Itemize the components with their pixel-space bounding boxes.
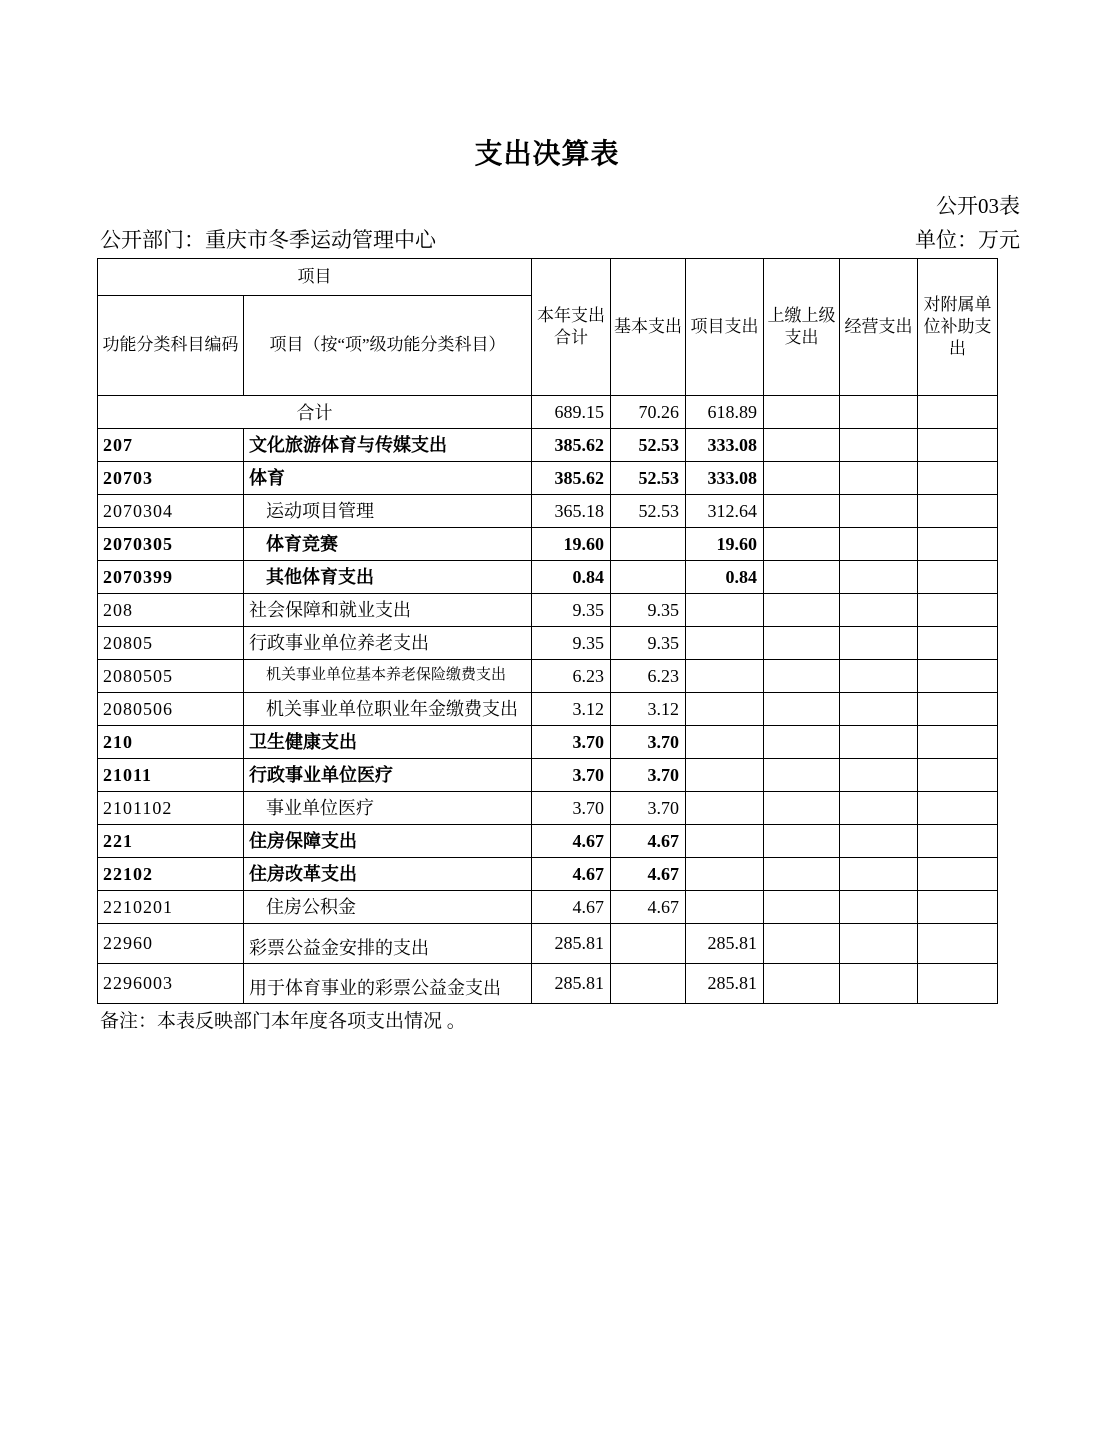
row-code: 2070305 — [98, 528, 244, 561]
row-code: 207 — [98, 429, 244, 462]
row-code: 210 — [98, 726, 244, 759]
row-code: 208 — [98, 594, 244, 627]
table-row — [98, 759, 998, 792]
cell-operating-expenditure — [840, 891, 918, 924]
cell-subsidy-expenditure — [918, 627, 998, 660]
table-header — [98, 259, 998, 396]
cell-project-expenditure: 0.84 — [686, 561, 764, 594]
cell-upper-level-expenditure — [764, 726, 840, 759]
cell-operating-expenditure — [840, 429, 918, 462]
table-row — [98, 561, 998, 594]
cell-total-this-year: 0.84 — [532, 561, 611, 594]
table-row — [98, 660, 998, 693]
cell-upper-level-expenditure — [764, 594, 840, 627]
cell-subsidy-expenditure — [918, 693, 998, 726]
cell-upper-level-expenditure — [764, 891, 840, 924]
cell-project-expenditure — [686, 627, 764, 660]
header-row-group — [98, 259, 998, 296]
row-name: 机关事业单位职业年金缴费支出 — [244, 693, 532, 726]
cell-operating-expenditure — [840, 627, 918, 660]
row-name: 卫生健康支出 — [244, 726, 532, 759]
cell-subsidy-expenditure — [918, 594, 998, 627]
row-name: 体育竞赛 — [244, 528, 532, 561]
cell-subsidy-expenditure — [918, 792, 998, 825]
cell-basic-expenditure: 4.67 — [611, 858, 686, 891]
cell-total-this-year: 3.70 — [532, 726, 611, 759]
table-row — [98, 528, 998, 561]
table-row — [98, 594, 998, 627]
cell-project-expenditure: 333.08 — [686, 462, 764, 495]
cell-project-expenditure — [686, 792, 764, 825]
cell-basic-expenditure: 3.70 — [611, 759, 686, 792]
cell-subsidy-expenditure — [918, 964, 998, 1004]
cell-basic-expenditure: 52.53 — [611, 462, 686, 495]
cell-upper-level-expenditure — [764, 429, 840, 462]
cell-total-this-year: 4.67 — [532, 891, 611, 924]
header-project-group: 项目 — [98, 259, 532, 296]
unit-label: 单位：万元 — [915, 228, 1020, 252]
row-code: 2070399 — [98, 561, 244, 594]
row-code: 2210201 — [98, 891, 244, 924]
row-name: 住房改革支出 — [244, 858, 532, 891]
table-row — [98, 964, 998, 1004]
cell-upper-level-expenditure — [764, 759, 840, 792]
cell-operating-expenditure — [840, 825, 918, 858]
row-code: 2070304 — [98, 495, 244, 528]
cell-upper-level-expenditure — [764, 627, 840, 660]
cell-total-this-year: 365.18 — [532, 495, 611, 528]
cell-project-expenditure — [686, 858, 764, 891]
cell-total-this-year: 19.60 — [532, 528, 611, 561]
cell-operating-expenditure — [840, 396, 918, 429]
cell-basic-expenditure: 4.67 — [611, 825, 686, 858]
cell-project-expenditure — [686, 726, 764, 759]
row-name: 合计 — [98, 396, 532, 429]
cell-subsidy-expenditure — [918, 759, 998, 792]
cell-project-expenditure — [686, 660, 764, 693]
cell-project-expenditure: 312.64 — [686, 495, 764, 528]
cell-subsidy-expenditure — [918, 858, 998, 891]
table-row — [98, 693, 998, 726]
cell-basic-expenditure — [611, 964, 686, 1004]
header-operating-expenditure: 经营支出 — [840, 259, 918, 396]
table-row — [98, 726, 998, 759]
row-code: 22102 — [98, 858, 244, 891]
row-name: 彩票公益金安排的支出 — [244, 924, 532, 964]
cell-basic-expenditure — [611, 924, 686, 964]
cell-total-this-year: 285.81 — [532, 924, 611, 964]
cell-total-this-year: 3.70 — [532, 792, 611, 825]
row-code: 21011 — [98, 759, 244, 792]
row-code: 2080505 — [98, 660, 244, 693]
row-name: 机关事业单位基本养老保险缴费支出 — [244, 660, 532, 693]
row-name: 行政事业单位养老支出 — [244, 627, 532, 660]
row-name: 住房公积金 — [244, 891, 532, 924]
cell-subsidy-expenditure — [918, 660, 998, 693]
cell-operating-expenditure — [840, 759, 918, 792]
cell-basic-expenditure: 70.26 — [611, 396, 686, 429]
cell-operating-expenditure — [840, 964, 918, 1004]
cell-subsidy-expenditure — [918, 561, 998, 594]
cell-upper-level-expenditure — [764, 561, 840, 594]
cell-upper-level-expenditure — [764, 858, 840, 891]
cell-total-this-year: 6.23 — [532, 660, 611, 693]
cell-upper-level-expenditure — [764, 528, 840, 561]
row-name: 运动项目管理 — [244, 495, 532, 528]
cell-upper-level-expenditure — [764, 825, 840, 858]
header-subsidy-expenditure: 对附属单位补助支出 — [918, 259, 998, 396]
department-label: 公开部门：重庆市冬季运动管理中心 — [100, 228, 436, 252]
row-code: 2080506 — [98, 693, 244, 726]
cell-basic-expenditure — [611, 528, 686, 561]
note-label: 备注：本表反映部门本年度各项支出情况 。 — [100, 1011, 466, 1032]
cell-project-expenditure — [686, 594, 764, 627]
cell-project-expenditure — [686, 693, 764, 726]
page-title: 支出决算表 — [474, 137, 620, 170]
row-name: 事业单位医疗 — [244, 792, 532, 825]
row-name: 文化旅游体育与传媒支出 — [244, 429, 532, 462]
cell-subsidy-expenditure — [918, 528, 998, 561]
cell-basic-expenditure: 9.35 — [611, 627, 686, 660]
header-project-name: 项目（按“项”级功能分类科目） — [244, 296, 532, 396]
cell-subsidy-expenditure — [918, 429, 998, 462]
cell-total-this-year: 4.67 — [532, 825, 611, 858]
row-code: 2296003 — [98, 964, 244, 1004]
table-row — [98, 924, 998, 964]
cell-project-expenditure — [686, 759, 764, 792]
cell-operating-expenditure — [840, 495, 918, 528]
header-function-code: 功能分类科目编码 — [98, 296, 244, 396]
cell-total-this-year: 689.15 — [532, 396, 611, 429]
row-name: 行政事业单位医疗 — [244, 759, 532, 792]
table-row — [98, 792, 998, 825]
cell-total-this-year: 4.67 — [532, 858, 611, 891]
cell-upper-level-expenditure — [764, 462, 840, 495]
cell-operating-expenditure — [840, 528, 918, 561]
cell-basic-expenditure: 4.67 — [611, 891, 686, 924]
cell-upper-level-expenditure — [764, 660, 840, 693]
table-code-label: 公开03表 — [936, 194, 1020, 218]
cell-upper-level-expenditure — [764, 396, 840, 429]
row-code: 2101102 — [98, 792, 244, 825]
table-row — [98, 858, 998, 891]
row-code: 22960 — [98, 924, 244, 964]
cell-basic-expenditure: 9.35 — [611, 594, 686, 627]
header-total-this-year: 本年支出合计 — [532, 259, 611, 396]
cell-total-this-year: 3.12 — [532, 693, 611, 726]
cell-subsidy-expenditure — [918, 396, 998, 429]
expenditure-table — [97, 258, 998, 1004]
cell-operating-expenditure — [840, 660, 918, 693]
cell-subsidy-expenditure — [918, 462, 998, 495]
cell-total-this-year: 9.35 — [532, 594, 611, 627]
table-row — [98, 495, 998, 528]
cell-basic-expenditure: 6.23 — [611, 660, 686, 693]
cell-total-this-year: 385.62 — [532, 462, 611, 495]
header-basic-expenditure: 基本支出 — [611, 259, 686, 396]
table-row — [98, 825, 998, 858]
cell-upper-level-expenditure — [764, 693, 840, 726]
row-name: 体育 — [244, 462, 532, 495]
cell-operating-expenditure — [840, 858, 918, 891]
row-name: 社会保障和就业支出 — [244, 594, 532, 627]
cell-basic-expenditure: 3.70 — [611, 792, 686, 825]
cell-subsidy-expenditure — [918, 825, 998, 858]
cell-project-expenditure: 285.81 — [686, 964, 764, 1004]
cell-operating-expenditure — [840, 693, 918, 726]
cell-project-expenditure — [686, 891, 764, 924]
row-name: 用于体育事业的彩票公益金支出 — [244, 964, 532, 1004]
cell-total-this-year: 3.70 — [532, 759, 611, 792]
cell-upper-level-expenditure — [764, 924, 840, 964]
cell-subsidy-expenditure — [918, 924, 998, 964]
cell-total-this-year: 285.81 — [532, 964, 611, 1004]
cell-project-expenditure: 618.89 — [686, 396, 764, 429]
cell-total-this-year: 385.62 — [532, 429, 611, 462]
row-name: 住房保障支出 — [244, 825, 532, 858]
table-row — [98, 396, 998, 429]
cell-total-this-year: 9.35 — [532, 627, 611, 660]
cell-subsidy-expenditure — [918, 891, 998, 924]
cell-project-expenditure — [686, 825, 764, 858]
cell-upper-level-expenditure — [764, 495, 840, 528]
row-name: 其他体育支出 — [244, 561, 532, 594]
cell-operating-expenditure — [840, 594, 918, 627]
header-upper-level-expenditure: 上缴上级支出 — [764, 259, 840, 396]
table-row — [98, 627, 998, 660]
cell-project-expenditure: 333.08 — [686, 429, 764, 462]
row-code: 221 — [98, 825, 244, 858]
cell-operating-expenditure — [840, 792, 918, 825]
row-code: 20805 — [98, 627, 244, 660]
table-row — [98, 429, 998, 462]
cell-operating-expenditure — [840, 924, 918, 964]
meta-line — [100, 224, 1020, 254]
cell-basic-expenditure — [611, 561, 686, 594]
cell-basic-expenditure: 3.12 — [611, 693, 686, 726]
table-row — [98, 891, 998, 924]
cell-operating-expenditure — [840, 561, 918, 594]
table-row — [98, 462, 998, 495]
cell-upper-level-expenditure — [764, 964, 840, 1004]
table-body — [98, 396, 998, 1004]
row-code: 20703 — [98, 462, 244, 495]
cell-project-expenditure: 285.81 — [686, 924, 764, 964]
cell-basic-expenditure: 52.53 — [611, 429, 686, 462]
header-project-expenditure: 项目支出 — [686, 259, 764, 396]
cell-basic-expenditure: 52.53 — [611, 495, 686, 528]
cell-basic-expenditure: 3.70 — [611, 726, 686, 759]
cell-operating-expenditure — [840, 462, 918, 495]
cell-subsidy-expenditure — [918, 726, 998, 759]
cell-project-expenditure: 19.60 — [686, 528, 764, 561]
cell-subsidy-expenditure — [918, 495, 998, 528]
cell-operating-expenditure — [840, 726, 918, 759]
cell-upper-level-expenditure — [764, 792, 840, 825]
